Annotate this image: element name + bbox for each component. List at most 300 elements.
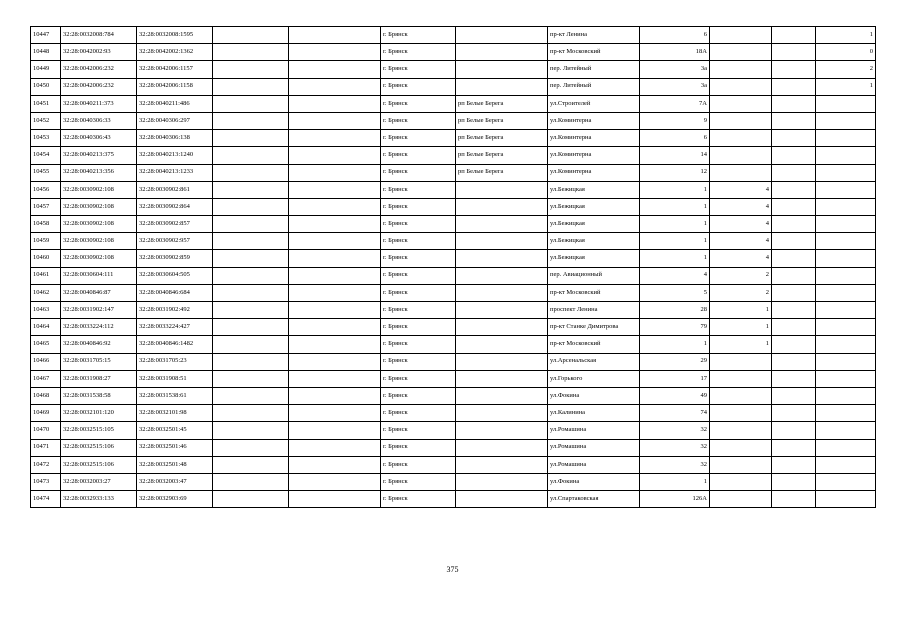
cell-empty: [213, 147, 289, 164]
cell-cadastral-object: 32:28:0030902:861: [137, 181, 213, 198]
cell-house: 1: [640, 198, 710, 215]
cell-cadastral-land: 32:28:0030902:108: [61, 216, 137, 233]
cell-empty: [772, 61, 816, 78]
cell-empty: [772, 267, 816, 284]
cell-cadastral-object: 32:28:0030902:864: [137, 198, 213, 215]
cell-empty: [289, 336, 381, 353]
cell-house: 3а: [640, 61, 710, 78]
cell-cadastral-object: 32:28:0040306:138: [137, 130, 213, 147]
cell-empty: [213, 473, 289, 490]
cell-cadastral-object: 32:28:0030902:857: [137, 216, 213, 233]
cell-empty: [289, 233, 381, 250]
cell-empty: [772, 405, 816, 422]
cell-row-number: 10455: [31, 164, 61, 181]
cell-row-number: 10451: [31, 95, 61, 112]
cell-district: [456, 473, 548, 490]
cell-city: г. Брянск: [381, 336, 456, 353]
cell-building: [710, 27, 772, 44]
cell-empty: [772, 78, 816, 95]
cell-street: ул.Фокина: [548, 473, 640, 490]
cell-empty: [213, 181, 289, 198]
cell-district: рп Белые Берега: [456, 112, 548, 129]
table-row: [31, 61, 876, 78]
cell-city: г. Брянск: [381, 112, 456, 129]
cell-cadastral-land: 32:28:0030902:108: [61, 233, 137, 250]
cell-house: 6: [640, 27, 710, 44]
cell-empty: [289, 61, 381, 78]
cell-street: ул.Бежицкая: [548, 216, 640, 233]
cell-empty: [289, 164, 381, 181]
cell-cadastral-land: 32:28:0040846:87: [61, 284, 137, 301]
cell-empty: [772, 456, 816, 473]
cell-district: [456, 267, 548, 284]
cell-empty: [213, 456, 289, 473]
cell-cadastral-object: 32:28:0040213:1233: [137, 164, 213, 181]
cell-apartment: 1: [816, 27, 876, 44]
cell-apartment: [816, 370, 876, 387]
cell-city: г. Брянск: [381, 267, 456, 284]
cell-empty: [213, 439, 289, 456]
cell-city: г. Брянск: [381, 181, 456, 198]
cell-cadastral-object: 32:28:0040306:297: [137, 112, 213, 129]
cell-house: 6: [640, 130, 710, 147]
cell-street: проспект Ленина: [548, 302, 640, 319]
cell-city: г. Брянск: [381, 164, 456, 181]
cell-street: ул.Ромашина: [548, 439, 640, 456]
cell-cadastral-land: 32:28:0040306:43: [61, 130, 137, 147]
cell-apartment: [816, 130, 876, 147]
cell-cadastral-object: 32:28:0031538:61: [137, 387, 213, 404]
table-row: [31, 422, 876, 439]
cell-district: [456, 78, 548, 95]
cell-cadastral-land: 32:28:0040306:33: [61, 112, 137, 129]
table-row: [31, 250, 876, 267]
cell-row-number: 10466: [31, 353, 61, 370]
cell-building: 4: [710, 233, 772, 250]
cell-district: рп Белые Берега: [456, 147, 548, 164]
cell-street: ул.Коминтерна: [548, 112, 640, 129]
cell-city: г. Брянск: [381, 78, 456, 95]
cell-apartment: [816, 112, 876, 129]
cell-empty: [289, 284, 381, 301]
cell-cadastral-land: 32:28:0040213:375: [61, 147, 137, 164]
cell-apartment: [816, 405, 876, 422]
cell-apartment: [816, 267, 876, 284]
cell-city: г. Брянск: [381, 387, 456, 404]
cell-apartment: 1: [816, 78, 876, 95]
cell-empty: [289, 250, 381, 267]
cell-empty: [289, 78, 381, 95]
cell-row-number: 10468: [31, 387, 61, 404]
cell-empty: [772, 250, 816, 267]
cell-city: г. Брянск: [381, 27, 456, 44]
cell-house: 29: [640, 353, 710, 370]
cell-street: ул.Коминтерна: [548, 130, 640, 147]
cell-cadastral-object: 32:28:0040846:1482: [137, 336, 213, 353]
cell-empty: [772, 112, 816, 129]
cell-district: [456, 302, 548, 319]
cell-street: пер. Литейный: [548, 61, 640, 78]
cell-street: пр-кт Московский: [548, 336, 640, 353]
cell-row-number: 10450: [31, 78, 61, 95]
cell-house: 7А: [640, 95, 710, 112]
cell-cadastral-object: 32:28:0032003:47: [137, 473, 213, 490]
cell-empty: [772, 95, 816, 112]
cell-empty: [213, 78, 289, 95]
cell-cadastral-object: 32:28:0032101:98: [137, 405, 213, 422]
cell-street: ул.Бежицкая: [548, 233, 640, 250]
cell-cadastral-object: 32:28:0042002:1362: [137, 44, 213, 61]
cell-city: г. Брянск: [381, 302, 456, 319]
cell-city: г. Брянск: [381, 198, 456, 215]
cell-apartment: [816, 284, 876, 301]
cell-empty: [289, 198, 381, 215]
cell-street: пр-кт Ленина: [548, 27, 640, 44]
cell-cadastral-object: 32:28:0032501:45: [137, 422, 213, 439]
cell-empty: [213, 27, 289, 44]
cell-house: 32: [640, 439, 710, 456]
table-row: [31, 267, 876, 284]
cell-building: 1: [710, 302, 772, 319]
cell-building: [710, 422, 772, 439]
cell-row-number: 10464: [31, 319, 61, 336]
cell-house: 1: [640, 473, 710, 490]
cell-street: пр-кт Московский: [548, 44, 640, 61]
cell-building: [710, 95, 772, 112]
cell-street: ул.Ромашина: [548, 456, 640, 473]
cell-empty: [213, 61, 289, 78]
cell-empty: [772, 336, 816, 353]
cell-row-number: 10465: [31, 336, 61, 353]
cell-street: пр-кт Московский: [548, 284, 640, 301]
cell-building: [710, 78, 772, 95]
cell-building: 1: [710, 319, 772, 336]
cell-empty: [772, 387, 816, 404]
cell-building: [710, 387, 772, 404]
cell-city: г. Брянск: [381, 44, 456, 61]
cell-building: 4: [710, 216, 772, 233]
cell-row-number: 10448: [31, 44, 61, 61]
cell-cadastral-object: 32:28:0032903:69: [137, 491, 213, 508]
table-row: [31, 405, 876, 422]
cell-city: г. Брянск: [381, 353, 456, 370]
table-row: [31, 353, 876, 370]
cell-district: [456, 405, 548, 422]
cell-city: г. Брянск: [381, 284, 456, 301]
cell-building: 2: [710, 284, 772, 301]
cell-empty: [213, 422, 289, 439]
cell-city: г. Брянск: [381, 405, 456, 422]
cell-row-number: 10458: [31, 216, 61, 233]
table-row: [31, 164, 876, 181]
cell-building: [710, 439, 772, 456]
table-row: [31, 284, 876, 301]
cell-apartment: [816, 216, 876, 233]
cell-building: [710, 130, 772, 147]
cell-apartment: [816, 302, 876, 319]
cell-empty: [289, 44, 381, 61]
cell-street: ул.Фокина: [548, 387, 640, 404]
cell-row-number: 10473: [31, 473, 61, 490]
cell-district: [456, 370, 548, 387]
cell-empty: [772, 130, 816, 147]
cell-house: 74: [640, 405, 710, 422]
cell-cadastral-object: 32:28:0040846:684: [137, 284, 213, 301]
cell-cadastral-object: 32:28:0032008:1595: [137, 27, 213, 44]
cell-empty: [213, 387, 289, 404]
cell-street: ул.Арсенальская: [548, 353, 640, 370]
cell-cadastral-land: 32:28:0032933:133: [61, 491, 137, 508]
table-row: [31, 112, 876, 129]
cell-empty: [289, 267, 381, 284]
cell-empty: [213, 44, 289, 61]
cell-cadastral-land: 32:28:0033224:112: [61, 319, 137, 336]
table-row: [31, 439, 876, 456]
cell-row-number: 10459: [31, 233, 61, 250]
cell-cadastral-land: 32:28:0040213:356: [61, 164, 137, 181]
cell-district: [456, 181, 548, 198]
cell-city: г. Брянск: [381, 491, 456, 508]
cell-empty: [772, 181, 816, 198]
cell-city: г. Брянск: [381, 370, 456, 387]
cell-apartment: 2: [816, 61, 876, 78]
cell-building: [710, 147, 772, 164]
cell-apartment: [816, 198, 876, 215]
cell-city: г. Брянск: [381, 216, 456, 233]
cell-cadastral-land: 32:28:0042006:232: [61, 61, 137, 78]
cell-apartment: [816, 491, 876, 508]
cell-district: [456, 44, 548, 61]
cell-cadastral-land: 32:28:0031538:58: [61, 387, 137, 404]
cell-empty: [213, 491, 289, 508]
cell-house: 79: [640, 319, 710, 336]
cell-row-number: 10462: [31, 284, 61, 301]
cell-empty: [772, 44, 816, 61]
cell-empty: [213, 250, 289, 267]
cell-district: [456, 439, 548, 456]
cell-building: [710, 491, 772, 508]
cell-building: [710, 353, 772, 370]
table-row: [31, 473, 876, 490]
cell-apartment: [816, 353, 876, 370]
cell-street: ул.Коминтерна: [548, 164, 640, 181]
cell-cadastral-land: 32:28:0032008:784: [61, 27, 137, 44]
cell-street: пр-кт Станке Димитрова: [548, 319, 640, 336]
cell-building: 4: [710, 198, 772, 215]
cell-house: 5: [640, 284, 710, 301]
table-row: [31, 456, 876, 473]
cell-empty: [772, 302, 816, 319]
page-number: 375: [446, 565, 459, 574]
cell-empty: [772, 198, 816, 215]
cell-district: рп Белые Берега: [456, 130, 548, 147]
cell-city: г. Брянск: [381, 422, 456, 439]
cell-cadastral-land: 32:28:0030604:111: [61, 267, 137, 284]
cell-cadastral-land: 32:28:0031908:27: [61, 370, 137, 387]
cell-cadastral-land: 32:28:0030902:108: [61, 181, 137, 198]
cell-empty: [289, 387, 381, 404]
cell-cadastral-land: 32:28:0032003:27: [61, 473, 137, 490]
cell-empty: [289, 319, 381, 336]
cell-city: г. Брянск: [381, 250, 456, 267]
cell-building: 4: [710, 181, 772, 198]
cell-district: [456, 250, 548, 267]
cell-cadastral-object: 32:28:0040213:1240: [137, 147, 213, 164]
cell-building: [710, 456, 772, 473]
cell-row-number: 10454: [31, 147, 61, 164]
cell-cadastral-object: 32:28:0030604:505: [137, 267, 213, 284]
cell-city: г. Брянск: [381, 130, 456, 147]
cell-building: [710, 473, 772, 490]
cell-house: 14: [640, 147, 710, 164]
cell-district: [456, 284, 548, 301]
cell-empty: [289, 302, 381, 319]
cell-apartment: [816, 387, 876, 404]
cell-apartment: [816, 164, 876, 181]
table-row: [31, 387, 876, 404]
cell-street: ул.Строителей: [548, 95, 640, 112]
cell-row-number: 10469: [31, 405, 61, 422]
cell-apartment: [816, 422, 876, 439]
cell-city: г. Брянск: [381, 147, 456, 164]
cell-cadastral-land: 32:28:0031705:15: [61, 353, 137, 370]
cell-apartment: [816, 181, 876, 198]
cell-empty: [772, 147, 816, 164]
cell-city: г. Брянск: [381, 473, 456, 490]
cell-apartment: [816, 147, 876, 164]
cell-apartment: [816, 336, 876, 353]
cell-empty: [289, 405, 381, 422]
cell-cadastral-land: 32:28:0032101:120: [61, 405, 137, 422]
cell-district: [456, 198, 548, 215]
cell-empty: [289, 456, 381, 473]
cell-house: 3а: [640, 78, 710, 95]
cell-building: 1: [710, 336, 772, 353]
cell-street: ул.Коминтерна: [548, 147, 640, 164]
cell-cadastral-object: 32:28:0033224:427: [137, 319, 213, 336]
cell-street: ул.Ромашина: [548, 422, 640, 439]
table-row: [31, 216, 876, 233]
cell-street: ул.Спартаковская: [548, 491, 640, 508]
cell-street: ул.Горького: [548, 370, 640, 387]
cell-street: пер. Литейный: [548, 78, 640, 95]
table-row: [31, 147, 876, 164]
cell-empty: [772, 319, 816, 336]
cell-empty: [289, 181, 381, 198]
cell-street: ул.Бежицкая: [548, 181, 640, 198]
cell-empty: [213, 198, 289, 215]
cell-house: 1: [640, 181, 710, 198]
cell-district: [456, 319, 548, 336]
cell-district: [456, 353, 548, 370]
cell-empty: [772, 422, 816, 439]
cell-district: рп Белые Берега: [456, 164, 548, 181]
table-row: [31, 233, 876, 250]
cell-house: 126А: [640, 491, 710, 508]
cell-empty: [213, 336, 289, 353]
cell-cadastral-land: 32:28:0042006:232: [61, 78, 137, 95]
cell-house: 9: [640, 112, 710, 129]
cell-empty: [772, 353, 816, 370]
cell-row-number: 10453: [31, 130, 61, 147]
cell-house: 17: [640, 370, 710, 387]
cell-city: г. Брянск: [381, 61, 456, 78]
cell-city: г. Брянск: [381, 456, 456, 473]
cell-city: г. Брянск: [381, 95, 456, 112]
cell-apartment: [816, 439, 876, 456]
cell-building: 4: [710, 250, 772, 267]
cell-district: [456, 61, 548, 78]
cell-district: [456, 422, 548, 439]
cell-district: [456, 216, 548, 233]
cell-apartment: [816, 319, 876, 336]
cell-row-number: 10471: [31, 439, 61, 456]
cell-empty: [772, 27, 816, 44]
cell-empty: [772, 164, 816, 181]
cell-empty: [289, 216, 381, 233]
cell-building: [710, 164, 772, 181]
cell-cadastral-object: 32:28:0031902:492: [137, 302, 213, 319]
cell-apartment: [816, 233, 876, 250]
table-row: [31, 181, 876, 198]
table-row: [31, 302, 876, 319]
cell-row-number: 10447: [31, 27, 61, 44]
cell-row-number: 10467: [31, 370, 61, 387]
cell-building: 2: [710, 267, 772, 284]
cell-empty: [213, 405, 289, 422]
cell-house: 1: [640, 216, 710, 233]
cell-cadastral-object: 32:28:0042006:1157: [137, 61, 213, 78]
cell-district: [456, 491, 548, 508]
cell-empty: [772, 233, 816, 250]
cell-cadastral-object: 32:28:0031705:23: [137, 353, 213, 370]
cell-empty: [213, 130, 289, 147]
cell-row-number: 10457: [31, 198, 61, 215]
cell-house: 12: [640, 164, 710, 181]
cell-cadastral-land: 32:28:0031902:147: [61, 302, 137, 319]
cell-empty: [772, 216, 816, 233]
cell-empty: [213, 216, 289, 233]
cell-house: 4: [640, 267, 710, 284]
cell-empty: [213, 353, 289, 370]
cell-cadastral-object: 32:28:0032501:48: [137, 456, 213, 473]
cell-empty: [213, 370, 289, 387]
cell-house: 49: [640, 387, 710, 404]
cell-empty: [213, 284, 289, 301]
cell-empty: [772, 370, 816, 387]
cell-house: 32: [640, 456, 710, 473]
cell-row-number: 10456: [31, 181, 61, 198]
cell-street: ул.Бежицкая: [548, 250, 640, 267]
cell-row-number: 10461: [31, 267, 61, 284]
table-row: [31, 44, 876, 61]
cell-row-number: 10470: [31, 422, 61, 439]
cell-apartment: [816, 250, 876, 267]
cell-cadastral-land: 32:28:0042002:93: [61, 44, 137, 61]
cell-cadastral-object: 32:28:0040211:486: [137, 95, 213, 112]
cell-house: 28: [640, 302, 710, 319]
table-row: [31, 27, 876, 44]
cell-row-number: 10463: [31, 302, 61, 319]
cell-street: пер. Авиационный: [548, 267, 640, 284]
cell-empty: [289, 130, 381, 147]
cell-cadastral-land: 32:28:0032515:106: [61, 439, 137, 456]
cell-row-number: 10472: [31, 456, 61, 473]
table-row: [31, 491, 876, 508]
cell-cadastral-land: 32:28:0032515:106: [61, 456, 137, 473]
cell-cadastral-object: 32:28:0032501:46: [137, 439, 213, 456]
cell-empty: [289, 439, 381, 456]
